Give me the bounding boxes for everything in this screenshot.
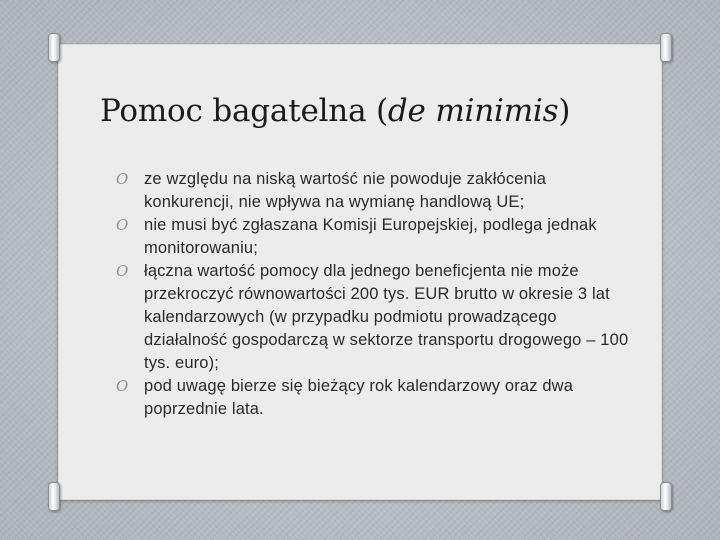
slide-title-italic: de minimis — [387, 93, 559, 129]
bullet-text: ze względu na niską wartość nie powoduje zakłócenia konkurencji, nie wpływa na wymianę handlową UE; — [144, 170, 547, 211]
bullet-item — [116, 168, 636, 214]
slide-title-main: Pomoc bagatelna ( — [100, 93, 388, 129]
bullet-text: pod uwagę bierze się bieżący rok kalendarzowy oraz dwa poprzednie lata. — [144, 377, 574, 418]
bullet-text: łączna wartość pomocy dla jednego beneficjenta nie może przekroczyć równowartości 200 tys. EUR brutto w okresie 3 lat kalendarzowych (w przypadku podmiotu prowadzącego działalność gospodarczą w sektorze transportu drogowego – 100 tys. euro); — [144, 262, 629, 372]
bullet-text: nie musi być zgłaszana Komisji Europejskiej, podlega jednak monitorowaniu; — [144, 216, 597, 257]
bullet-marker-icon: O — [116, 262, 129, 280]
rivet-icon — [48, 482, 60, 511]
rivet-icon — [660, 482, 672, 511]
bullet-marker-icon: O — [116, 377, 129, 395]
slide-title-end: ) — [558, 93, 571, 129]
bullet-item — [116, 375, 636, 421]
rivet-icon — [660, 33, 672, 62]
bullet-marker-icon: O — [116, 170, 129, 188]
bullet-item — [116, 214, 636, 260]
bullet-item — [116, 260, 636, 375]
bullet-marker-icon: O — [116, 216, 129, 234]
bullet-list — [116, 168, 636, 421]
slide-title — [100, 91, 660, 131]
rivet-icon — [48, 33, 60, 62]
